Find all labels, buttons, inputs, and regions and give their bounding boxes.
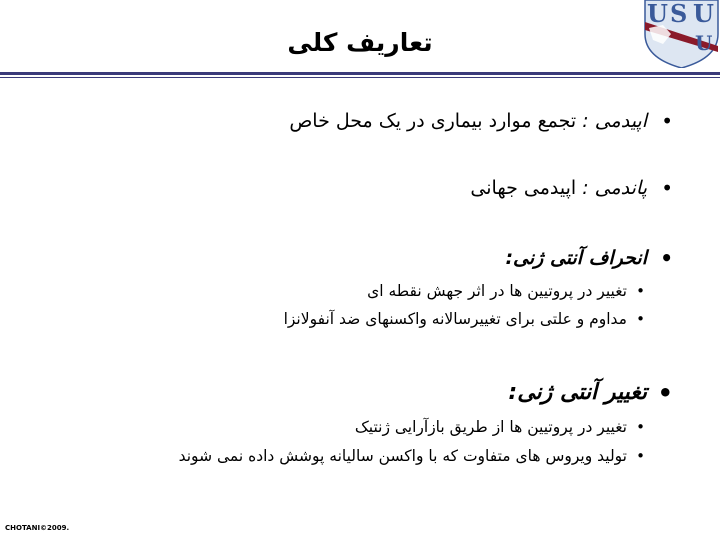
slide-title: تعاریف کلی bbox=[287, 28, 433, 57]
bullet-antigenic-drift bbox=[60, 245, 675, 271]
bullet-epidemic bbox=[60, 108, 675, 134]
sub-bullet-drift-2: • مداوم و علتی برای تغییرسالانه واکسنهای ضد آنفولانزا bbox=[60, 306, 675, 332]
university-logo bbox=[643, 0, 720, 68]
term-antigenic-shift: تغییر آنتی ژنی: bbox=[508, 380, 647, 405]
term-pandemic: پاندمی : bbox=[582, 177, 647, 199]
header-rule-thin bbox=[0, 77, 720, 78]
sub-bullet-drift-1: • تغییر در پروتیین ها در اثر جهش نقطه ای bbox=[60, 278, 675, 304]
definition-epidemic: تجمع موارد بیماری در یک محل خاص bbox=[289, 110, 583, 132]
sub-bullet-shift-2: • تولید ویروس های متفاوت که با واکسن سالیانه پوشش داده نمی شوند bbox=[67, 443, 675, 469]
sub-bullet-shift-1: • تغییر در پروتیین ها از طریق بازآرایی ژنتیک bbox=[60, 414, 675, 440]
term-epidemic: اپیدمی : bbox=[582, 110, 647, 132]
bullet-pandemic bbox=[60, 175, 675, 201]
definition-pandemic: اپیدمی جهانی bbox=[470, 177, 583, 199]
bullet-antigenic-shift bbox=[60, 378, 675, 408]
svg-text:U: U bbox=[647, 0, 668, 28]
svg-text:U: U bbox=[693, 0, 714, 28]
copyright-footer: CHOTANI©2009. bbox=[5, 524, 70, 532]
svg-text:S: S bbox=[670, 0, 688, 28]
svg-text:U: U bbox=[695, 31, 713, 55]
header-rule bbox=[0, 72, 720, 75]
term-antigenic-drift: انحراف آنتی ژنی: bbox=[505, 247, 647, 269]
